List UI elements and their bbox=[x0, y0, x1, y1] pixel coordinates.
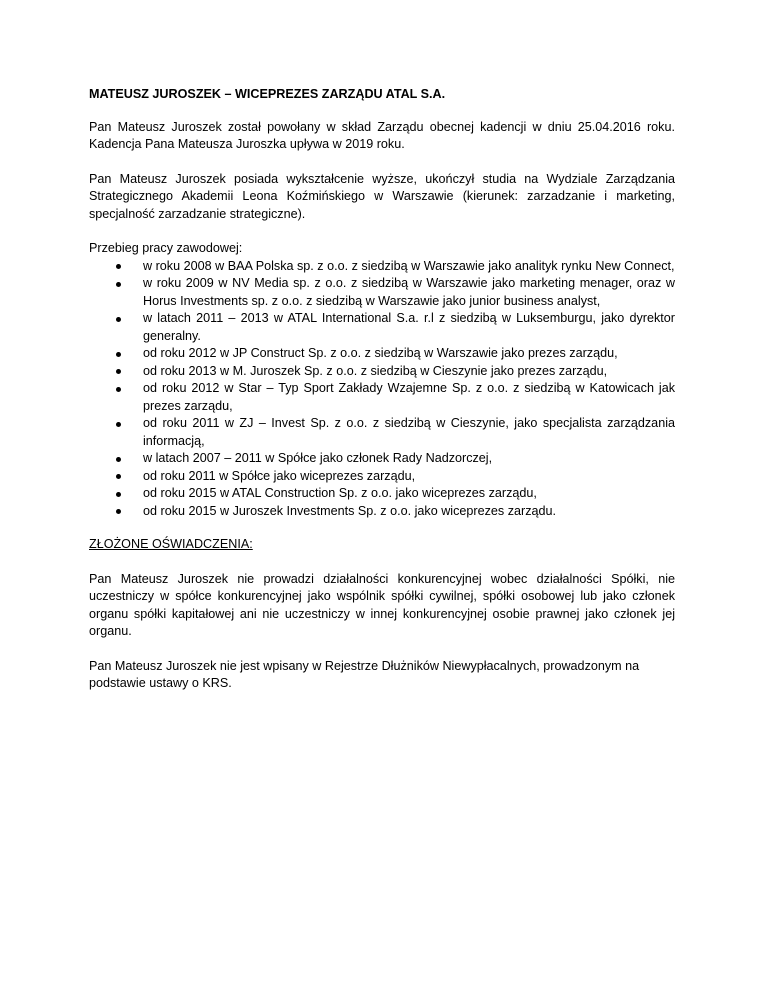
bullet-icon bbox=[116, 422, 121, 427]
statements-heading: ZŁOŻONE OŚWIADCZENIA: bbox=[89, 537, 253, 551]
education-paragraph: Pan Mateusz Juroszek posiada wykształcenie wyższe, ukończył studia na Wydziale Zarządzania Strategicznego Akademii Leona Koźmińskiego w Warszawie (kierunek: zarzadzanie i marketing, specjalność zarzadzanie strategiczne). bbox=[89, 171, 675, 221]
list-item-text: od roku 2013 w M. Juroszek Sp. z o.o. z siedzibą w Cieszynie jako prezes zarządu, bbox=[143, 363, 608, 378]
statement-paragraph: Pan Mateusz Juroszek nie jest wpisany w Rejestrze Dłużników Niewypłacalnych, prowadzonym na podstawie ustawy o KRS. bbox=[89, 658, 640, 690]
appointment-paragraph: Pan Mateusz Juroszek został powołany w skład Zarządu obecnej kadencji w dniu 25.04.2016 roku. Kadencja Pana Mateusza Juroszka upływa w 2019 roku. bbox=[89, 119, 675, 151]
bullet-icon bbox=[116, 509, 121, 514]
list-item bbox=[89, 363, 675, 381]
bullet-icon bbox=[116, 387, 121, 392]
list-item-text: w latach 2011 – 2013 w ATAL International S.a. r.l z siedzibą w Luksemburgu, jako dyrektor generalny. bbox=[143, 311, 675, 343]
bullet-icon bbox=[116, 457, 121, 462]
bullet-icon bbox=[116, 369, 121, 374]
list-item bbox=[89, 380, 675, 415]
bullet-icon bbox=[116, 264, 121, 269]
list-item-text: od roku 2015 w Juroszek Investments Sp. z o.o. jako wiceprezes zarządu. bbox=[143, 503, 556, 518]
bullet-icon bbox=[116, 317, 121, 322]
list-item bbox=[89, 468, 675, 486]
statement-paragraph: Pan Mateusz Juroszek nie prowadzi działalności konkurencyjnej wobec działalności Spółki, nie uczestniczy w spółce konkurencyjnej jako wspólnik spółki cywilnej, spółki osobowej lub jako członek organu spółki kapitałowej ani nie uczestniczy w innej konkurencyjnej osobie prawnej jako członek jej organu. bbox=[89, 571, 675, 638]
list-item bbox=[89, 450, 675, 468]
list-item bbox=[89, 503, 675, 521]
list-item-text: w roku 2008 w BAA Polska sp. z o.o. z siedzibą w Warszawie jako analityk rynku New Connect, bbox=[143, 258, 675, 273]
list-item bbox=[89, 258, 675, 276]
document-title: MATEUSZ JUROSZEK – WICEPREZES ZARZĄDU ATAL S.A. bbox=[89, 87, 446, 101]
bullet-icon bbox=[116, 474, 121, 479]
list-item bbox=[89, 310, 675, 345]
list-item-text: w roku 2009 w NV Media sp. z o.o. z siedzibą w Warszawie jako marketing menager, oraz w Horus Investments sp. z o.o. z siedzibą w Warszawie jako junior business analyst, bbox=[143, 276, 675, 308]
document-page bbox=[89, 86, 675, 710]
bullet-icon bbox=[116, 492, 121, 497]
list-item-text: od roku 2012 w Star – Typ Sport Zakłady Wzajemne Sp. z o.o. z siedzibą w Katowicach jak prezes zarządu, bbox=[143, 381, 675, 413]
list-item bbox=[89, 275, 675, 310]
list-item-text: od roku 2011 w ZJ – Invest Sp. z o.o. z siedzibą w Cieszynie, jako specjalista zarządzania informacją, bbox=[143, 416, 675, 448]
career-heading: Przebieg pracy zawodowej: bbox=[89, 241, 243, 255]
list-item-text: od roku 2012 w JP Construct Sp. z o.o. z siedzibą w Warszawie jako prezes zarządu, bbox=[143, 346, 618, 360]
list-item bbox=[89, 415, 675, 450]
list-item-text: od roku 2011 w Spółce jako wiceprezes zarządu, bbox=[143, 468, 416, 483]
bullet-icon bbox=[116, 282, 121, 287]
list-item bbox=[89, 485, 675, 503]
list-item-text: w latach 2007 – 2011 w Spółce jako członek Rady Nadzorczej, bbox=[143, 451, 493, 465]
career-list bbox=[89, 258, 675, 521]
list-item bbox=[89, 345, 675, 363]
list-item-text: od roku 2015 w ATAL Construction Sp. z o.o. jako wiceprezes zarządu, bbox=[143, 486, 537, 500]
bullet-icon bbox=[116, 352, 121, 357]
